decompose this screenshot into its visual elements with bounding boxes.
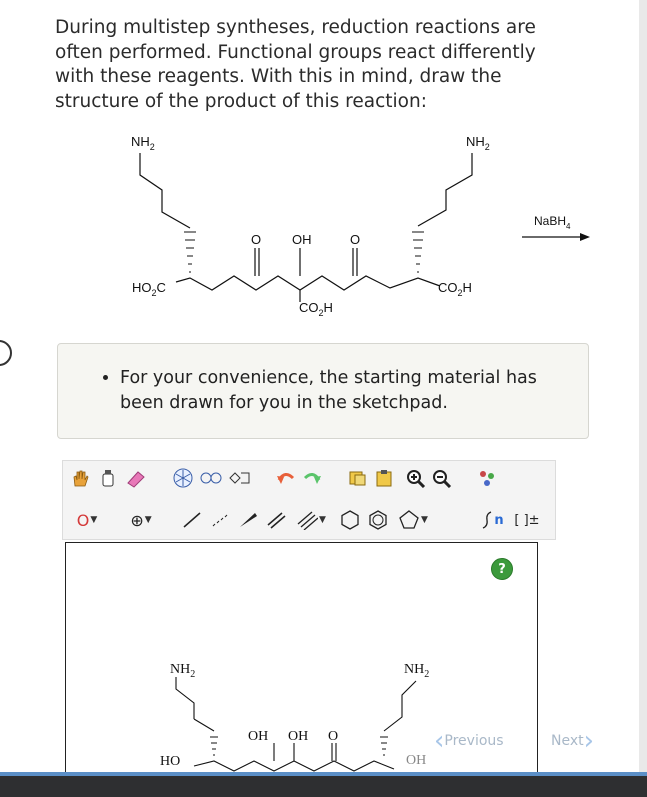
sketch-toolbar [62, 460, 556, 540]
hint-box [57, 343, 589, 439]
eraser-icon[interactable] [123, 465, 149, 491]
canvas-ho: HO [160, 754, 181, 769]
ring-template-icon[interactable] [170, 465, 196, 491]
paste-icon[interactable] [371, 465, 397, 491]
hint-text: • For your convenience, the starting material has been drawn for you in the sketchpad. [120, 366, 564, 416]
side-circle-button[interactable] [0, 340, 12, 366]
canvas-nh2-left: $NH_2$ [170, 662, 196, 680]
erase-bottle-icon[interactable] [95, 465, 121, 491]
scheme-nh2-right: $NH_2$ [466, 134, 490, 152]
scheme-co2h-right: $CO_2H$ [438, 280, 472, 298]
template-library-icon[interactable] [227, 465, 253, 491]
zoom-out-icon[interactable] [429, 465, 455, 491]
canvas-oh-1: OH [248, 729, 269, 744]
scheme-o-right: O [350, 232, 361, 247]
copy-icon[interactable] [345, 465, 371, 491]
triple-bond-select[interactable]: ▼ [291, 507, 331, 533]
cyclohexane-icon[interactable] [337, 507, 363, 533]
single-bond-icon[interactable] [179, 507, 205, 533]
reagent-label: NaBH$_4$ [534, 214, 571, 231]
chevron-right-icon: › [583, 726, 595, 756]
double-bond-icon[interactable] [263, 507, 289, 533]
atom-select[interactable]: O ▼ [76, 510, 98, 530]
bracket-charge-icon[interactable]: [ ]± [514, 512, 540, 528]
scheme-co2h-mid: $CO_2H$ [299, 300, 333, 318]
hash-bond-icon[interactable] [207, 507, 233, 533]
canvas-oh-2: OH [288, 729, 309, 744]
canvas-o: O [328, 729, 339, 744]
previous-button[interactable]: ‹ Previous [434, 726, 504, 756]
canvas-nh2-right: $NH_2$ [404, 662, 430, 680]
scheme-ho2c-left: $HO_2C$ [132, 280, 166, 298]
charge-select[interactable]: ⊕ ▼ [130, 510, 152, 530]
chevron-left-icon: ‹ [434, 726, 445, 756]
canvas-oh-right: OH [406, 753, 427, 768]
redo-icon[interactable] [299, 465, 325, 491]
cyclopentane-select[interactable]: ▼ [393, 507, 433, 533]
question-text: During multistep syntheses, reduction reactions are often performed. Functional groups react differently with these reagents. With this in mind, draw the structure of the product of this reaction: [55, 17, 536, 112]
undo-icon[interactable] [273, 465, 299, 491]
bottom-bar [0, 776, 647, 797]
sgroup-icon[interactable]: n [477, 507, 507, 533]
zoom-in-icon[interactable] [403, 465, 429, 491]
scheme-o-left: O [251, 232, 262, 247]
wedge-bond-icon[interactable] [235, 507, 261, 533]
hand-pan-icon[interactable] [67, 465, 93, 491]
scheme-nh2-left: $NH_2$ [131, 134, 155, 152]
next-button[interactable]: Next › [551, 726, 595, 756]
reaction-scheme [0, 120, 647, 340]
benzene-icon[interactable] [365, 507, 391, 533]
scheme-oh: OH [292, 232, 312, 247]
templates-icon[interactable] [199, 465, 225, 491]
clean-structure-icon[interactable] [475, 465, 501, 491]
help-button[interactable]: ? [491, 558, 513, 580]
